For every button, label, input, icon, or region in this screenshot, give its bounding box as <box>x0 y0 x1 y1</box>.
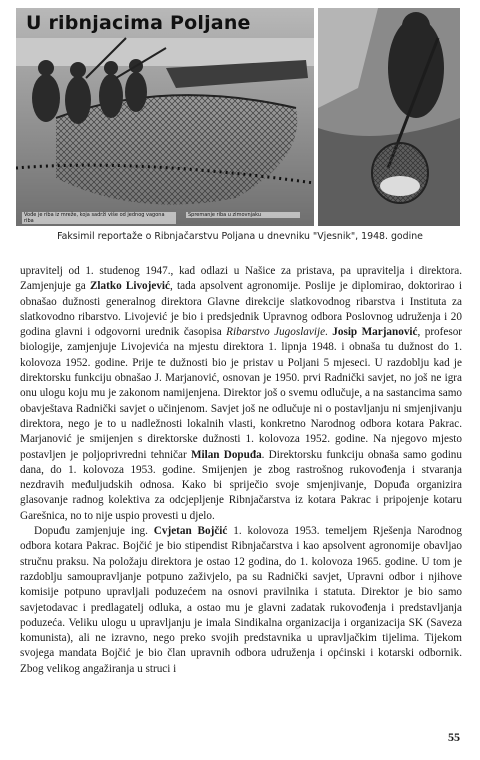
text-run: 1. kolovoza 1953. temeljem Rješenja Narodnog odbora kotara Pakrac. Bojčić je bio stipendist Ribnjačarstva i kao apsolvent agronomije obavljao stručnu praksu. Na položaju direktora je ostao 12 godina, do 1. kolovoza 1965. godine. U tom je razdoblju samoupravljanje potpuno zaživjelo, pa su Radnički savjet, Upravni odbor i njihove komisije potpuno upravljali poduzećem na osnovi pravilnika i statuta. Direktor je bio samo savjetodavac i predlagatelj odluka, a ostao mu je glavni zadatak rukovođenja i predstavljanja poduzeća. Veliku ulogu u upravljanju je imala Sindikalna organizacija i organizacija SK (Saveza komunista), ali ne izravno, nego preko svojih predstavnika u upravljačkim tijelima. Tijekom svojega mandata Bojčić je bio član upravnih odbora udruženja i općinski i kotarski odbornik. Zbog velikog angažiranja u struci i <box>20 525 462 675</box>
text-run: upravitelj od 1. studenog 1947., kad odlazi u Našice za pristava, pa upravitelja i direktora. Zamjenjuje ga <box>20 265 462 293</box>
facsimile-photo <box>16 8 460 226</box>
journal-title: Ribarstvo Jugoslavije <box>226 326 326 339</box>
text-run: Dopuđu zamjenjuje ing. <box>34 525 154 538</box>
text-run: , profesor biologije, zamjenjuje Livojevića na mjestu direktora 1. lipnja 1948. i obnaša tu dužnost do 1. kolovoza 1952. godine. Prije te dužnosti bio je pristav u Poljani 5 mjeseci. U razdoblju kad je direktorsku funkciju obnašao J. Marjanović, osnovan je 1950. prvi Radnički savjet, no još ne igra onu ulogu koju mu je zakonom namijenjena. Direktor još o svemu odlučuje, a na sastancima samo obavještava Radnički savjet o učinjenom. Savjet još ne odlučuje ni o postavljanju ni smjenjivanju direktora, nego je to u nadležnosti lokalnih vlasti, konkretno Narodnog odbora kotara Pakrac. Marjanović je smijenjen s direktorske dužnosti 1. kolovoza 1952. godine. Na njegovo mjesto postavljen je poljoprivredni tehničar <box>20 326 463 461</box>
person-name: Milan Dopuđa <box>190 448 262 461</box>
report-title: U ribnjacima Poljane <box>26 12 251 34</box>
photo-caption-right: Spremanje riba u zimovnjaku <box>186 212 300 218</box>
page-number: 55 <box>448 730 460 744</box>
fisherman-with-net-photo <box>318 8 460 226</box>
fishermen-pond-photo <box>16 8 314 226</box>
text-run: , tada apsolvent agronomije. Poslije je diplomirao, doktorirao i obnašao dužnosti generalnog direktora Glavne direkcije slatkovodnog ribarstva i Instituta za slatkovodno ribarstvo. Livojević je bio i predsjednik Upravnog odbora Poslovnog udruženja i 20 godina glavni i odgovorni urednik časopisa <box>20 280 462 339</box>
paragraph-2 <box>20 524 462 677</box>
text-run: . Direktorsku funkciju obnaša samo godinu dana, do 1. kolovoza 1953. godine. Smijenjen je zbog rastrošnog rukovođenja i stvaranja nezdravih međuljudskih odnosa. Kako bi spriječio svoje smjenjivanje, Dopuđa organizira glasovanje radnog kolektiva za odcjepljenje Ribnjačarstva iz kotara Pakrac i pripojenje kotaru Garešnica, no to nije uspio provesti u djelo. <box>20 448 462 522</box>
person-name: Zlatko Livojević <box>89 280 170 293</box>
paragraph-1 <box>20 264 462 524</box>
photo-caption-left: Vođe je riba iz mreže, koja sadrži više od jednog vagona riba <box>22 212 176 224</box>
article-body <box>20 264 462 677</box>
text-run: . <box>325 326 333 339</box>
person-name: Josip Marjanović <box>332 326 418 339</box>
facsimile-caption: Faksimil reportaže o Ribnjačarstvu Poljana u dnevniku "Vjesnik", 1948. godine <box>57 231 423 242</box>
person-name: Cvjetan Bojčić <box>153 525 228 538</box>
